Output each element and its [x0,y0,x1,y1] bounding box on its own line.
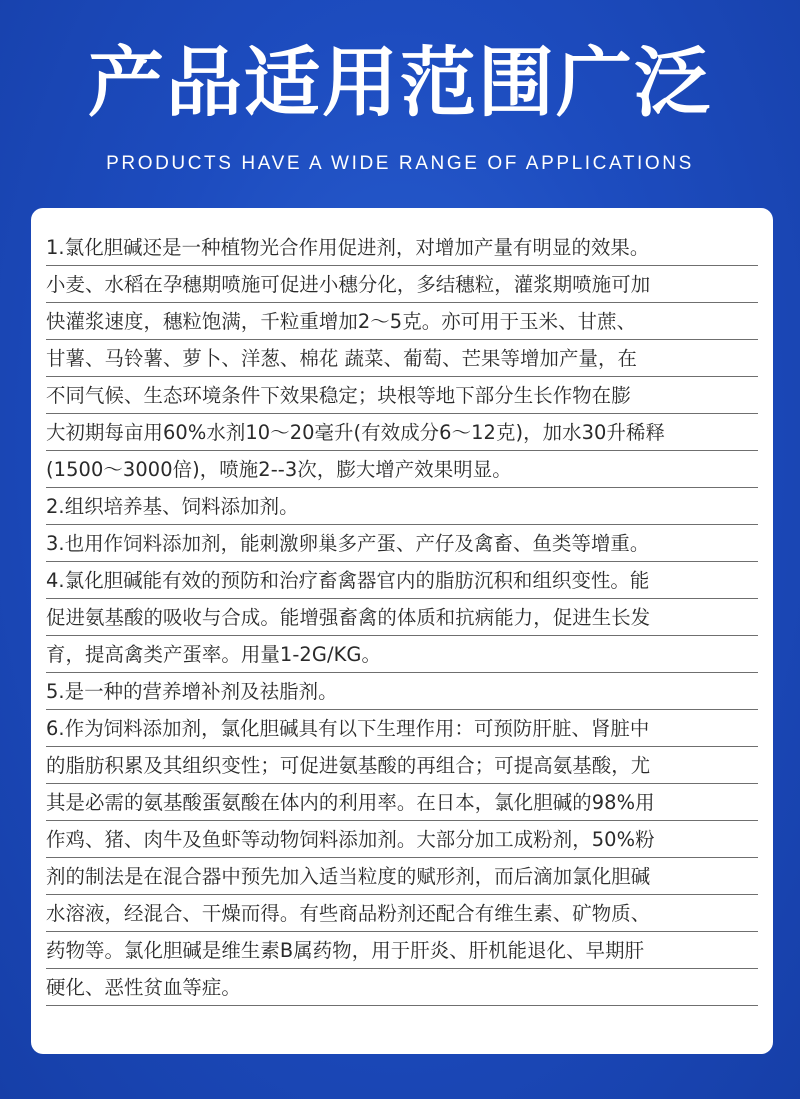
text-line: 2.组织培养基、饲料添加剂。 [46,488,758,525]
text-line: 快灌浆速度，穗粒饱满，千粒重增加2～5克。亦可用于玉米、甘蔗、 [46,303,758,340]
text-line: 其是必需的氨基酸蛋氨酸在体内的利用率。在日本，氯化胆碱的98%用 [46,784,758,821]
text-line: 剂的制法是在混合器中预先加入适当粒度的赋形剂，而后滴加氯化胆碱 [46,858,758,895]
text-line: 1.氯化胆碱还是一种植物光合作用促进剂，对增加产量有明显的效果。 [46,229,758,266]
text-line: 甘薯、马铃薯、萝卜、洋葱、棉花 蔬菜、葡萄、芒果等增加产量，在 [46,340,758,377]
text-line: 育，提高禽类产蛋率。用量1-2G/KG。 [46,636,758,673]
text-line: (1500～3000倍)，喷施2--3次，膨大增产效果明显。 [46,451,758,488]
text-line: 作鸡、猪、肉牛及鱼虾等动物饲料添加剂。大部分加工成粉剂，50%粉 [46,821,758,858]
page-title: 产品适用范围广泛 [88,38,712,127]
text-line: 大初期每亩用60%水剂10～20毫升(有效成分6～12克)，加水30升稀释 [46,414,758,451]
text-line: 药物等。氯化胆碱是维生素B属药物，用于肝炎、肝机能退化、早期肝 [46,932,758,969]
page-subtitle: PRODUCTS HAVE A WIDE RANGE OF APPLICATIONS [106,153,694,174]
text-line: 5.是一种的营养增补剂及祛脂剂。 [46,673,758,710]
text-line: 4.氯化胆碱能有效的预防和治疗畜禽器官内的脂肪沉积和组织变性。能 [46,562,758,599]
text-line: 不同气候、生态环境条件下效果稳定；块根等地下部分生长作物在膨 [46,377,758,414]
text-line: 小麦、水稻在孕穗期喷施可促进小穗分化，多结穗粒，灌浆期喷施可加 [46,266,758,303]
text-line: 硬化、恶性贫血等症。 [46,969,758,1006]
text-line: 水溶液，经混合、干燥而得。有些商品粉剂还配合有维生素、矿物质、 [46,895,758,932]
text-line: 3.也用作饲料添加剂，能刺激卵巢多产蛋、产仔及禽畜、鱼类等增重。 [46,525,758,562]
text-line: 6.作为饲料添加剂，氯化胆碱具有以下生理作用：可预防肝脏、肾脏中 [46,710,758,747]
content-card [31,208,773,1054]
header [0,0,800,200]
text-line: 促进氨基酸的吸收与合成。能增强畜禽的体质和抗病能力，促进生长发 [46,599,758,636]
text-line: 的脂肪积累及其组织变性；可促进氨基酸的再组合；可提高氨基酸，尤 [46,747,758,784]
